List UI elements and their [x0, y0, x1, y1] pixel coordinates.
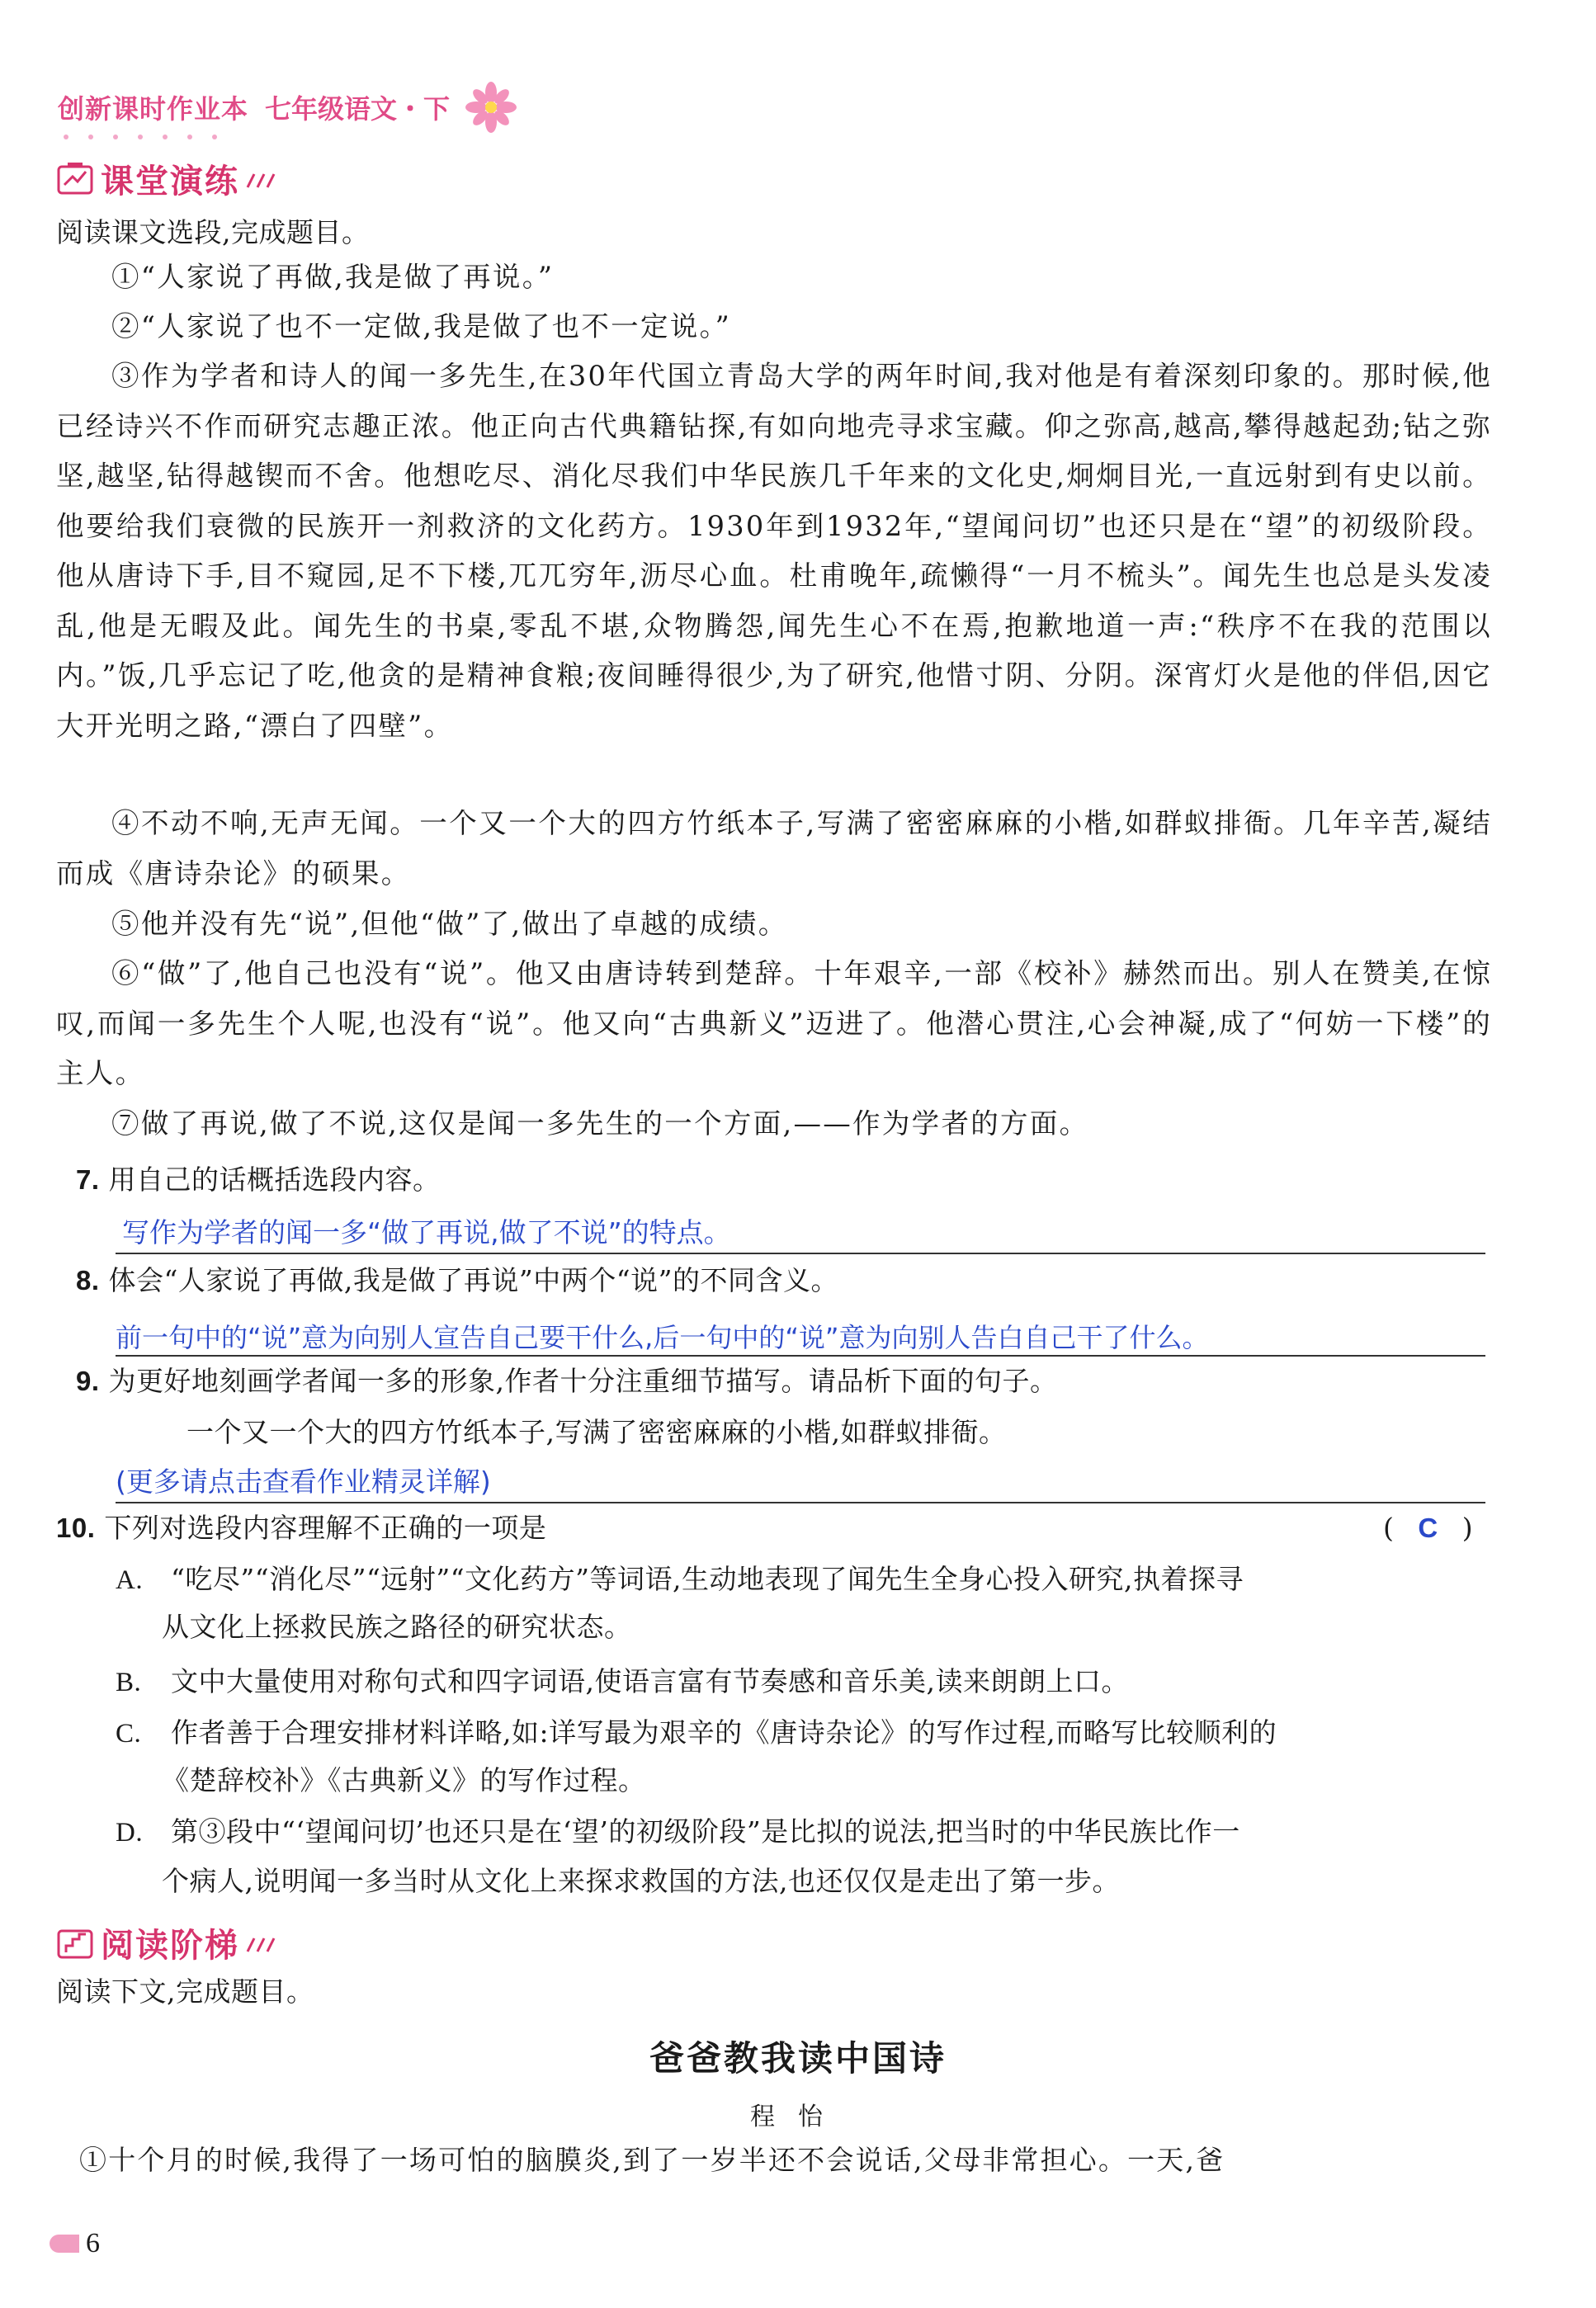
passage-paragraph: ⑥“做”了,他自己也没有“说”。他又由唐诗转到楚辞。十年艰辛,一部《校补》赫然而出。别人在赞美,在惊叹,而闻一多先生个人呢,也没有“说”。他又向“古典新义”迈进了。他潜心贯注,心会神凝,成了“何妨一下楼”的主人。: [56, 957, 1492, 1089]
question-text: 为更好地刻画学者闻一多的形象,作者十分注重细节描写。请品析下面的句子。: [108, 1365, 1058, 1397]
option-c-cont: 《楚辞校补》《古典新义》的写作过程。: [162, 1764, 646, 1796]
slash-decoration: [244, 1933, 282, 1953]
question-9: [76, 1365, 1058, 1398]
reading-icon: [56, 1924, 94, 1962]
answer-line: [116, 1502, 1485, 1503]
passage-paragraph: ②“人家说了也不一定做,我是做了也不一定说。”: [111, 310, 732, 342]
option-d-cont: 个病人,说明闻一多当时从文化上来探求救国的方法,也还仅仅是走出了第一步。: [162, 1865, 1120, 1897]
question-text: 用自己的话概括选段内容。: [108, 1163, 441, 1196]
passage-paragraph: ⑤他并没有先“说”,但他“做”了,做出了卓越的成绩。: [111, 908, 788, 940]
header-decoration: [58, 132, 239, 142]
question-8: [76, 1264, 838, 1297]
instruction: 阅读课文选段,完成题目。: [56, 216, 370, 248]
answer-text: 写作为学者的闻一多“做了再说,做了不说”的特点。: [122, 1216, 731, 1248]
answer-choice: C: [1418, 1513, 1438, 1543]
slash-decoration: [244, 169, 282, 189]
section-heading-classroom: [56, 155, 282, 202]
flower-icon: [465, 81, 517, 134]
option-text: 文中大量使用对称句式和四字词语,使语言富有节奏感和音乐美,读来朗朗上口。: [171, 1665, 1129, 1697]
option-b: [116, 1665, 1129, 1699]
section-title: 阅读阶梯: [101, 1927, 239, 1965]
page-number: 6: [86, 2228, 100, 2258]
article-title: 爸爸教我读中国诗: [649, 2038, 947, 2079]
question-number: 7.: [76, 1164, 100, 1195]
option-text: “吃尽”“消化尽”“远射”“文化药方”等词语,生动地表现了闻先生全身心投入研究,执着探寻: [171, 1563, 1244, 1595]
question-number: 10.: [56, 1513, 96, 1543]
option-label: B.: [116, 1668, 142, 1697]
bracket-left: (: [1383, 1512, 1395, 1544]
article-first-line: ①十个月的时候,我得了一场可怕的脑膜炎,到了一岁半还不会说话,父母非常担心。一天,爸: [79, 2144, 1225, 2176]
article-author: 程怡: [750, 2103, 846, 2131]
answer-text: 前一句中的“说”意为向别人宣告自己要干什么,后一句中的“说”意为向别人告白自己干了什么。: [116, 1322, 1209, 1353]
option-label: A.: [116, 1565, 144, 1595]
page-tab-decoration: [50, 2235, 79, 2253]
section-heading-reading: [56, 1919, 282, 1966]
question-number: 8.: [76, 1265, 100, 1296]
option-c: [116, 1716, 1277, 1750]
passage-paragraph: ①“人家说了再做,我是做了再说。”: [111, 261, 555, 293]
instruction: 阅读下文,完成题目。: [56, 1975, 314, 2008]
option-text: 作者善于合理安排材料详略,如:详写最为艰辛的《唐诗杂论》的写作过程,而略写比较顺利的: [171, 1716, 1277, 1749]
answer-bracket: [1383, 1512, 1473, 1545]
question-number: 9.: [76, 1366, 100, 1396]
option-label: C.: [116, 1719, 142, 1749]
section-title: 课堂演练: [101, 163, 239, 201]
option-text: 第③段中“‘望闻问切’也还只是在‘望’的初级阶段”是比拟的说法,把当时的中华民族比作一: [171, 1815, 1240, 1848]
option-d: [116, 1815, 1240, 1849]
option-label: D.: [116, 1818, 144, 1848]
classroom-icon: [56, 160, 94, 198]
answer-line: [116, 1355, 1485, 1357]
option-a: [116, 1563, 1244, 1597]
book-title: 创新课时作业本: [58, 93, 249, 125]
question-text: 体会“人家说了再做,我是做了再说”中两个“说”的不同含义。: [108, 1264, 839, 1296]
question-7: [76, 1163, 441, 1196]
bracket-right: ): [1461, 1512, 1474, 1544]
option-a-cont: 从文化上拯救民族之路径的研究状态。: [162, 1611, 632, 1643]
passage-paragraph: ④不动不响,无声无闻。一个又一个大的四方竹纸本子,写满了密密麻麻的小楷,如群蚁排衙。几年辛苦,凝结而成《唐诗杂论》的硕果。: [56, 807, 1492, 890]
question-text: 下列对选段内容理解不正确的一项是: [104, 1512, 547, 1544]
passage-paragraph: ⑦做了再说,做了不说,这仅是闻一多先生的一个方面,——作为学者的方面。: [111, 1107, 1089, 1140]
question-10: [56, 1512, 546, 1545]
quoted-sentence: 一个又一个大的四方竹纸本子,写满了密密麻麻的小楷,如群蚁排衙。: [187, 1416, 1007, 1448]
more-details-link[interactable]: (更多请点击查看作业精灵详解): [116, 1466, 491, 1498]
book-subtitle: 七年级语文・下: [265, 93, 451, 125]
page-header: [58, 83, 517, 132]
passage-paragraph: ③作为学者和诗人的闻一多先生,在30年代国立青岛大学的两年时间,我对他是有着深刻印象的。那时候,他已经诗兴不作而研究志趣正浓。他正向古代典籍钻探,有如向地壳寻求宝藏。仰之弥高,越高,攀得越起劲;钻之弥坚,越坚,钻得越锲而不舍。他想吃尽、消化尽我们中华民族几千年来的文化史,炯炯目光,一直远射到有史以前。他要给我们衰微的民族开一剂救济的文化药方。1930年到1932年,“望闻问切”也还只是在“望”的初级阶段。他从唐诗下手,目不窥园,足不下楼,兀兀穷年,沥尽心血。杜甫晚年,疏懒得“一月不梳头”。闻先生也总是头发凌乱,他是无暇及此。闻先生的书桌,零乱不堪,众物腾怨,闻先生心不在焉,抱歉地道一声:“秩序不在我的范围以内。”饭,几乎忘记了吃,他贪的是精神食粮;夜间睡得很少,为了研究,他惜寸阴、分阴。深宵灯火是他的伴侣,因它大开光明之路,“漂白了四壁”。: [56, 360, 1492, 742]
answer-line: [116, 1253, 1485, 1254]
